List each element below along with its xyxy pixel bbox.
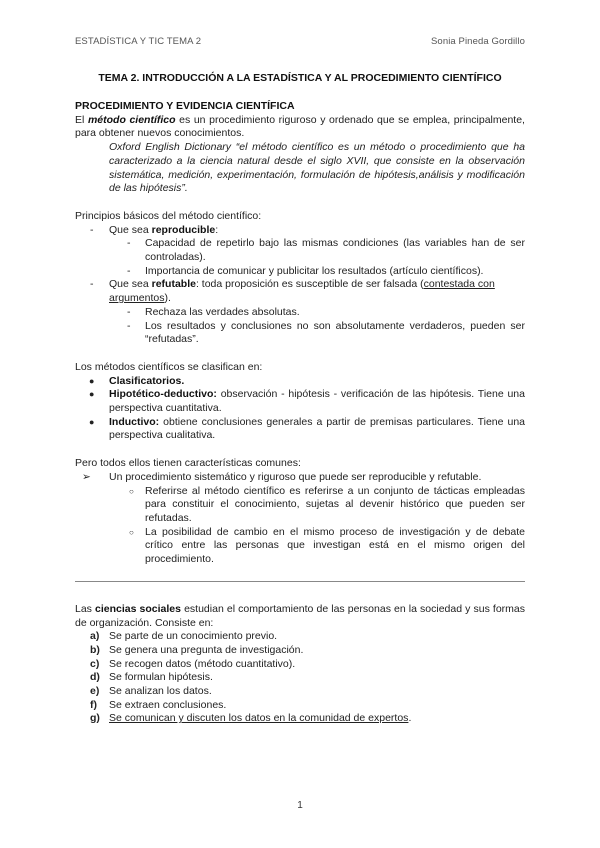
list-item: ○ La posibilidad de cambio en el mismo proceso de investigación y de debate crítico entre las personas que investigan está en el mismo origen del procedimiento. <box>75 526 525 567</box>
circle-icon: ○ <box>129 486 134 496</box>
oxford-quote: Oxford English Dictionary “el método científico es un método o procedimiento que ha caracterizado a la ciencia natural desde el siglo XVII, que consiste en la observación sistemática, medición, experimentación, formulación de hipótesis,análisis y modificación de las hipótesis”. <box>109 141 525 195</box>
list-item: ○ Referirse al método científico es referirse a un conjunto de tácticas empleadas para constituir el conocimiento, sujetas al devenir histórico que pueden ser refutadas. <box>75 485 525 526</box>
list-item: - Que sea reproducible: <box>75 224 525 238</box>
bullet-icon: ● <box>89 389 95 400</box>
list-item: c) Se recogen datos (método cuantitativo). <box>90 657 296 670</box>
list-item: - Que sea refutable: toda proposición es susceptible de ser falsada (contestada con argumentos). <box>75 278 525 305</box>
arrow-icon: ➢ <box>82 470 91 483</box>
underlined-text: Se comunican y discuten los datos en la comunidad de expertos <box>109 712 409 725</box>
list-item: d) Se formulan hipótesis. <box>90 671 213 684</box>
list-item: b) Se genera una pregunta de investigación. <box>90 643 304 656</box>
methods-intro: Los métodos científicos se clasifican en: <box>75 360 263 373</box>
dash-marker: - <box>127 305 131 318</box>
document-body <box>75 100 525 726</box>
dash-marker: - <box>90 223 94 236</box>
social-sciences-paragraph: Las ciencias sociales estudian el comportamiento de las personas en la sociedad y sus formas de organización. Consiste en: <box>75 602 525 629</box>
list-item: ● Clasificatorios. <box>75 375 525 389</box>
common-intro: Pero todos ellos tienen características comunes: <box>75 457 301 470</box>
dash-marker: - <box>127 264 131 277</box>
dash-marker: - <box>127 319 131 332</box>
list-item: - Capacidad de repetirlo bajo las mismas condiciones (las variables han de ser controladas). <box>75 237 525 264</box>
bullet-icon: ● <box>89 416 95 427</box>
list-item: g) Se comunican y discuten los datos en la comunidad de expertos. <box>90 712 412 725</box>
list-item: a) Se parte de un conocimiento previo. <box>90 630 278 643</box>
bold-term: método científico <box>87 113 176 126</box>
section-heading: PROCEDIMIENTO Y EVIDENCIA CIENTÍFICA <box>75 100 295 112</box>
header-left: ESTADÍSTICA Y TIC TEMA 2 <box>75 36 202 47</box>
list-item: - Rechaza las verdades absolutas. <box>75 306 525 320</box>
page-title: TEMA 2. INTRODUCCIÓN A LA ESTADÍSTICA Y AL PROCEDIMIENTO CIENTÍFICO <box>98 72 502 84</box>
bullet-icon: ● <box>89 375 95 386</box>
principles-intro: Principios básicos del método científico: <box>75 209 262 222</box>
list-item: - Los resultados y conclusiones no son absolutamente verdaderos, pueden ser “refutadas”. <box>75 320 525 347</box>
intro-paragraph: El método científico es un procedimiento riguroso y ordenado que se emplea, principalmente, para obtener nuevos conocimientos. <box>75 113 525 140</box>
list-item: f) Se extraen conclusiones. <box>90 698 227 711</box>
list-item: - Importancia de comunicar y publicitar los resultados (artículo científicos). <box>75 265 525 279</box>
list-item: e) Se analizan los datos. <box>90 685 212 698</box>
list-item: ➢ Un procedimiento sistemático y riguroso que puede ser reproducible y refutable. <box>75 471 525 485</box>
dash-marker: - <box>90 278 94 291</box>
list-item: ● Hipotético-deductivo: observación - hipótesis - verificación de las hipótesis. Tiene una perspectiva cuantitativa. <box>75 388 525 415</box>
header-right: Sonia Pineda Gordillo <box>431 36 525 47</box>
page-number: 1 <box>297 800 303 811</box>
list-item: ● Inductivo: obtiene conclusiones generales a partir de premisas particulares. Tiene una perspectiva cualitativa. <box>75 416 525 443</box>
underlined-text: contestada con argumentos <box>109 278 495 305</box>
circle-icon: ○ <box>129 527 134 537</box>
dash-marker: - <box>127 237 131 250</box>
